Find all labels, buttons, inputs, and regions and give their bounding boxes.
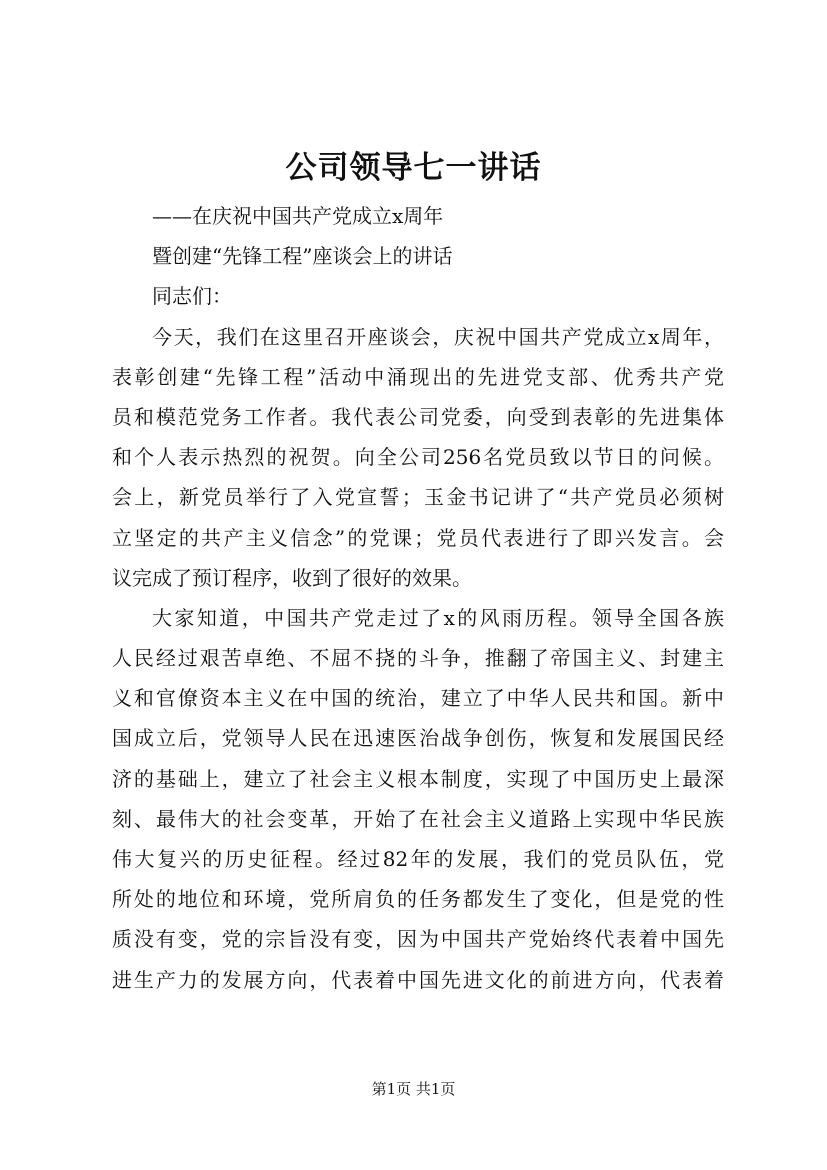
paragraph-2-line: 义和官僚资本主义在中国的统治，建立了中华人民共和国。新中: [112, 686, 724, 711]
paragraph-2-line: 质没有变，党的宗旨没有变，因为中国共产党始终代表着中国先: [112, 927, 724, 952]
page-footer: 第1页 共1页: [371, 1080, 456, 1098]
paragraph-2-line: 济的基础上，建立了社会主义根本制度，实现了中国历史上最深: [112, 766, 724, 791]
paragraph-1-line: 今天，我们在这里召开座谈会，庆祝中国共产党成立x周年，: [152, 324, 724, 349]
paragraph-2-line: 国成立后，党领导人民在迅速医治战争创伤，恢复和发展国民经: [112, 726, 724, 751]
subtitle-line-2: 暨创建“先锋工程”座谈会上的讲话: [152, 244, 453, 269]
document-body: [112, 196, 724, 1000]
paragraph-2: [112, 598, 724, 1000]
paragraph-1-line: 立坚定的共产主义信念”的党课；党员代表进行了即兴发言。会: [112, 525, 724, 550]
paragraph-2-line: 所处的地位和环境，党所肩负的任务都发生了变化，但是党的性: [112, 887, 724, 912]
paragraph-2-line: 伟大复兴的历史征程。经过82年的发展，我们的党员队伍，党: [112, 847, 724, 871]
paragraph-2-line: 人民经过艰苦卓绝、不屈不挠的斗争，推翻了帝国主义、封建主: [112, 646, 724, 671]
paragraph-1-line: 会上，新党员举行了入党宣誓；玉金书记讲了“共产党员必须树: [112, 485, 724, 510]
paragraph-2-line: 大家知道，中国共产党走过了x的风雨历程。领导全国各族: [152, 605, 724, 630]
paragraph-2-line: 刻、最伟大的社会变革，开始了在社会主义道路上实现中华民族: [112, 806, 724, 831]
salutation: 同志们：: [152, 284, 232, 309]
paragraph-1: [112, 317, 724, 598]
document-title: 公司领导七一讲话: [285, 150, 542, 186]
paragraph-1-line: 员和模范党务工作者。我代表公司党委，向受到表彰的先进集体: [112, 404, 724, 429]
subtitle-line-1: ——在庆祝中国共产党成立x周年: [152, 204, 444, 228]
paragraph-1-line: 议完成了预订程序，收到了很好的效果。: [112, 565, 472, 590]
paragraph-1-line: 表彰创建“先锋工程”活动中涌现出的先进党支部、优秀共产党: [112, 364, 724, 389]
paragraph-1-line: 和个人表示热烈的祝贺。向全公司256名党员致以节日的问候。: [112, 445, 724, 470]
paragraph-2-line: 进生产力的发展方向，代表着中国先进文化的前进方向，代表着: [112, 967, 724, 992]
